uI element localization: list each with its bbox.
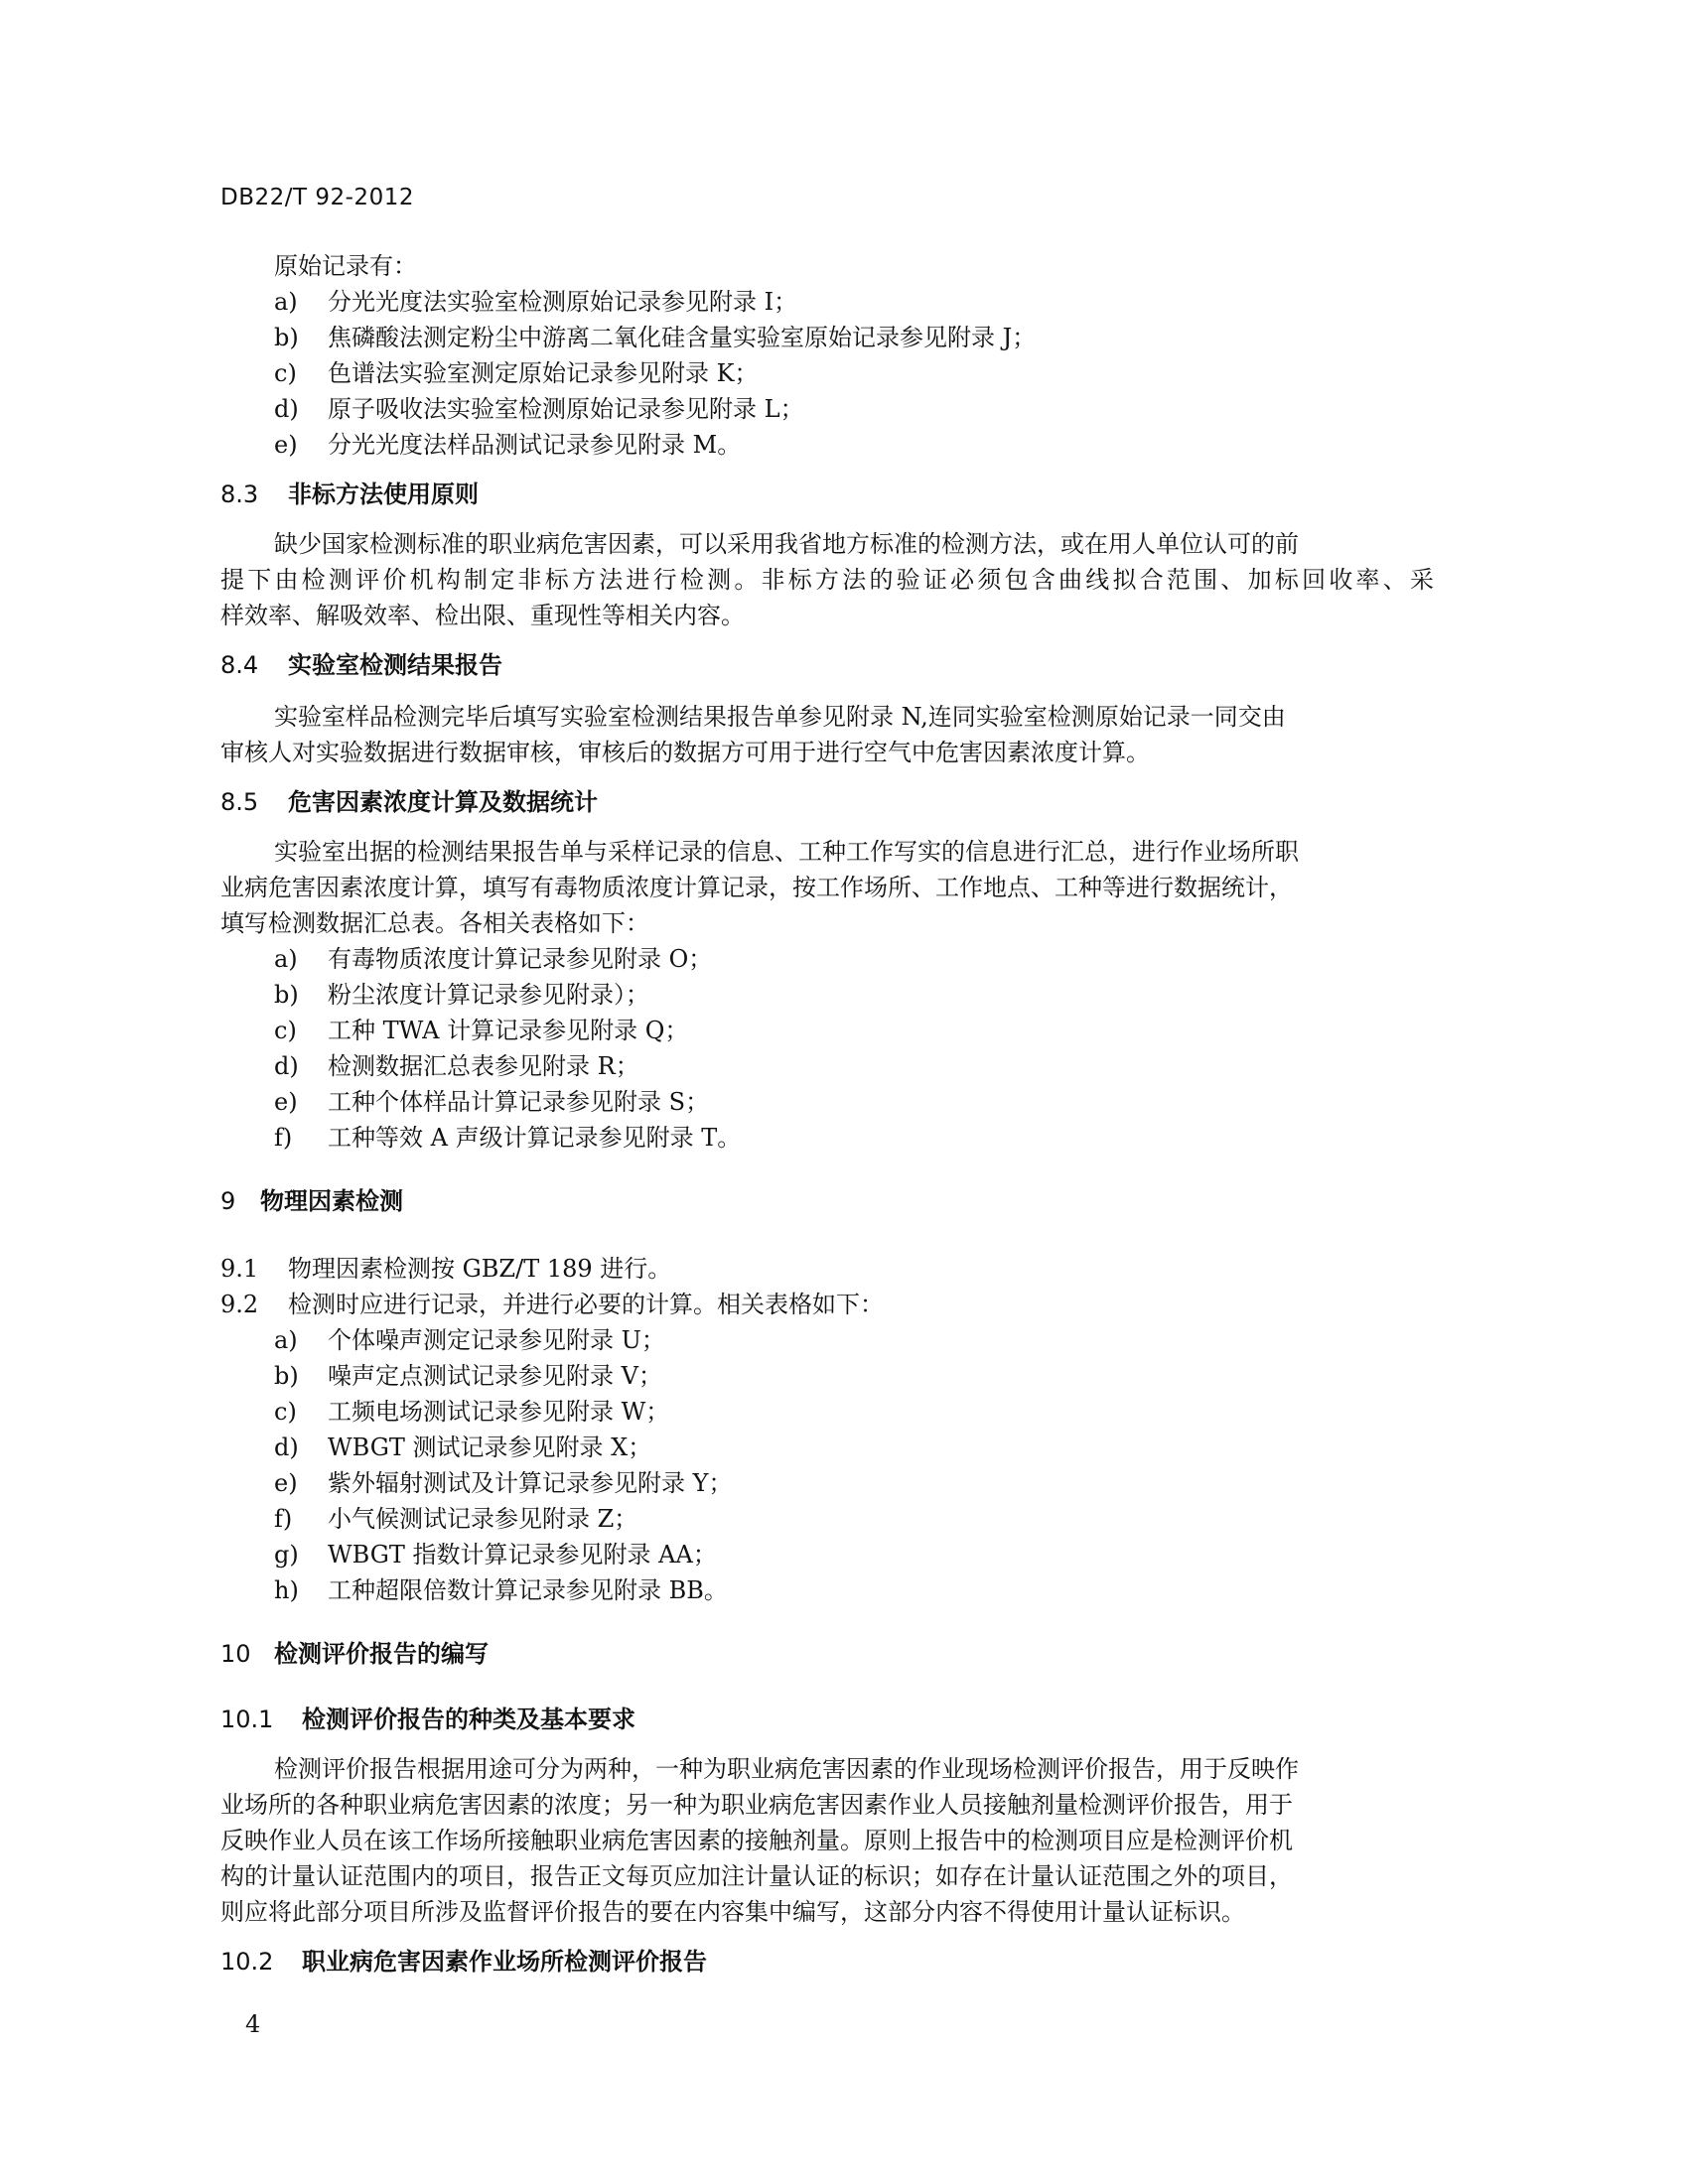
list-item: 焦磷酸法测定粉尘中游离二氧化硅含量实验室原始记录参见附录 J； [328,324,1037,351]
list-item: 工种个体样品计算记录参见附录 S； [328,1088,710,1116]
section-heading-8-3 [220,477,479,512]
paragraph-line: 缺少国家检测标准的职业病危害因素，可以采用我省地方标准的检测方法，或在用人单位认可的前 [274,530,1299,558]
clause-text: 检测时应进行记录，并进行必要的计算。相关表格如下： [288,1291,884,1318]
list-item: 色谱法实验室测定原始记录参见附录 K； [328,359,759,387]
list-item: 小气候测试记录参见附录 Z； [328,1505,638,1533]
section-heading-8-4 [220,647,502,683]
list-item: WBGT 指数计算记录参见附录 AA； [328,1541,717,1569]
clause-number: 9.1 [220,1255,259,1283]
list-item: 工频电场测试记录参见附录 W； [328,1398,670,1426]
section-number: 10.1 [220,1706,274,1733]
list-item: 个体噪声测定记录参见附录 U； [328,1326,665,1354]
chapter-number: 10 [220,1640,251,1668]
page-number: 4 [245,2010,261,2038]
list-item: 紫外辐射测试及计算记录参见附录 Y； [328,1469,733,1497]
list-item-mark: c) [274,1017,297,1044]
list-item-mark: c) [274,1398,297,1426]
list-item: 原子吸收法实验室检测原始记录参见附录 L； [328,395,804,423]
chapter-heading-10 [220,1636,489,1672]
list-item-mark: f) [274,1124,293,1152]
list-item: WBGT 测试记录参见附录 X； [328,1433,652,1461]
section-heading-10-2 [220,1944,707,1979]
list-item-mark: b) [274,324,299,351]
section-title: 职业病危害因素作业场所检测评价报告 [302,1948,707,1976]
list-item-mark: d) [274,395,299,423]
paragraph-line: 样效率、解吸效率、检出限、重现性等相关内容。 [220,602,745,629]
section-number: 10.2 [220,1948,274,1976]
clause-number: 9.2 [220,1291,259,1318]
section-heading-8-5 [220,784,598,820]
section-title: 检测评价报告的种类及基本要求 [302,1706,635,1733]
list-item-mark: d) [274,1433,299,1461]
paragraph-line: 实验室样品检测完毕后填写实验室检测结果报告单参见附录 N,连同实验室检测原始记录一同交由 [274,703,1286,731]
list-item-mark: a) [274,288,298,316]
paragraph-intro: 原始记录有： [274,252,417,280]
chapter-number: 9 [220,1187,236,1215]
list-item-mark: e) [274,431,298,459]
list-item: 工种等效 A 声级计算记录参见附录 T。 [328,1124,742,1152]
paragraph-line: 填写检测数据汇总表。各相关表格如下： [220,909,649,937]
list-item: 检测数据汇总表参见附录 R； [328,1052,639,1080]
clause-text: 物理因素检测按 GBZ/T 189 进行。 [288,1255,672,1283]
list-item: 分光光度法实验室检测原始记录参见附录 I； [328,288,798,316]
chapter-heading-9 [220,1183,403,1219]
section-number: 8.5 [220,788,259,816]
paragraph-line: 提下由检测评价机构制定非标方法进行检测。非标方法的验证必须包含曲线拟合范围、加标回收率、采 [220,566,1434,594]
chapter-title: 物理因素检测 [260,1187,403,1215]
list-item: 工种超限倍数计算记录参见附录 BB。 [328,1576,728,1604]
section-heading-10-1 [220,1702,635,1737]
section-number: 8.4 [220,651,259,679]
paragraph-line: 反映作业人员在该工作场所接触职业病危害因素的接触剂量。原则上报告中的检测项目应是检测评价机 [220,1827,1293,1854]
list-item-mark: b) [274,1362,299,1390]
list-item: 噪声定点测试记录参见附录 V； [328,1362,662,1390]
section-title: 非标方法使用原则 [288,480,479,508]
paragraph-line: 业病危害因素浓度计算，填写有毒物质浓度计算记录，按工作场所、工作地点、工种等进行数据统计， [220,874,1293,901]
document-code: DB22/T 92-2012 [220,185,414,210]
paragraph-line: 检测评价报告根据用途可分为两种，一种为职业病危害因素的作业现场检测评价报告，用于反映作 [274,1755,1299,1783]
list-item-mark: f) [274,1505,293,1533]
section-number: 8.3 [220,480,259,508]
list-item: 分光光度法样品测试记录参见附录 M。 [328,431,742,459]
paragraph-line: 实验室出据的检测结果报告单与采样记录的信息、工种工作写实的信息进行汇总，进行作业场所职 [274,838,1299,866]
list-item: 工种 TWA 计算记录参见附录 Q； [328,1017,689,1044]
list-item-mark: g) [274,1541,299,1569]
chapter-title: 检测评价报告的编写 [274,1640,489,1668]
paragraph-line: 业场所的各种职业病危害因素的浓度；另一种为职业病危害因素作业人员接触剂量检测评价报告，用于 [220,1791,1293,1819]
list-item-mark: a) [274,1326,298,1354]
list-item-mark: a) [274,945,298,973]
list-item-mark: c) [274,359,297,387]
list-item-mark: e) [274,1469,298,1497]
list-item-mark: h) [274,1576,299,1604]
paragraph-line: 则应将此部分项目所涉及监督评价报告的要在内容集中编写，这部分内容不得使用计量认证标识。 [220,1898,1245,1926]
paragraph-line: 审核人对实验数据进行数据审核，审核后的数据方可用于进行空气中危害因素浓度计算。 [220,739,1150,766]
list-item: 有毒物质浓度计算记录参见附录 O； [328,945,713,973]
paragraph-line: 构的计量认证范围内的项目，报告正文每页应加注计量认证的标识；如存在计量认证范围之外的项目， [220,1862,1293,1890]
list-item-mark: b) [274,981,299,1009]
list-item-mark: d) [274,1052,299,1080]
section-title: 危害因素浓度计算及数据统计 [288,788,598,816]
list-item: 粉尘浓度计算记录参见附录）； [328,981,649,1009]
section-title: 实验室检测结果报告 [288,651,502,679]
list-item-mark: e) [274,1088,298,1116]
